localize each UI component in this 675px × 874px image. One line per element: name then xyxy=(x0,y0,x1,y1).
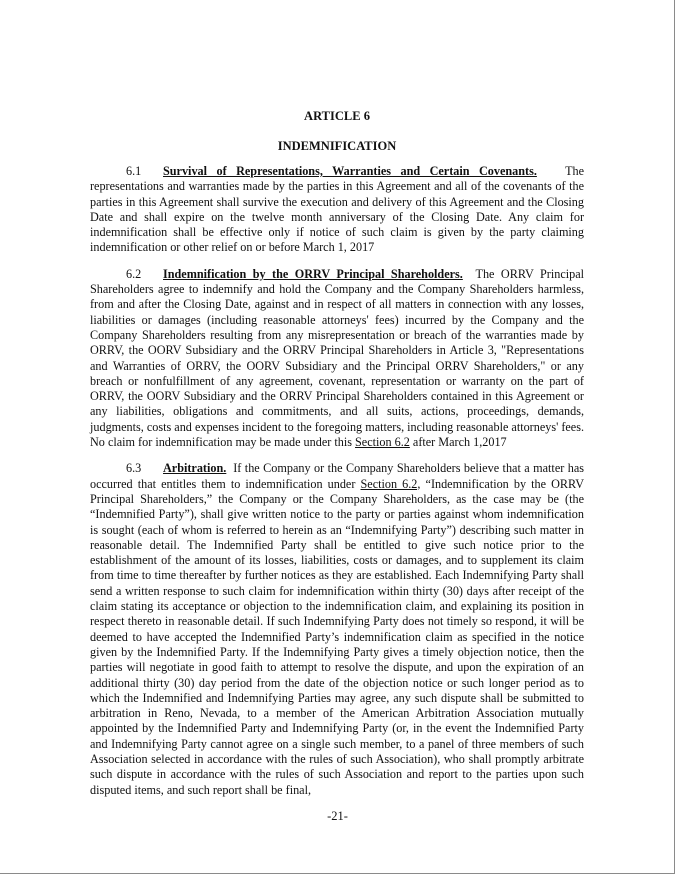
section-6-2 xyxy=(90,267,584,451)
section-text-after: after March 1,2017 xyxy=(412,435,507,450)
section-6-1 xyxy=(90,164,584,256)
section-number: 6.2 xyxy=(126,266,142,281)
document-body xyxy=(90,108,584,809)
section-text: The ORRV Principal Shareholders agree to indemnify and hold the Company and the Company Shareholders harmless, from and after the Closing Date, against and in respect of all matters in connection with any losses, liabilities or damages (including reasonable attorneys' fees) incurred by the Company and the Company Shareholders resulting from any misrepresentation or breach of the warranties made by ORRV, the OORV Subsidiary and the ORRV Principal Shareholders in Article 3, "Representations and Warranties of ORRV, the OORV Subsidiary and the Principal ORRV Shareholders," or any breach or nonfulfillment of any agreement, covenant, representation or warranty on the part of ORRV, the OORV Subsidiary and the ORRV Principal Shareholders contained in this Agreement or any liabilities, obligations and commitments, and all suits, actions, proceedings, demands, judgments, costs and expenses incident to the foregoing matters, including reasonable attorneys' fees. No claim for indemnification may be made under this xyxy=(90,266,584,450)
section-reference: Section 6.2 xyxy=(355,435,410,450)
section-title: Indemnification by the ORRV Principal Shareholders. xyxy=(163,266,463,281)
section-text-before: If the Company or the Company Shareholders believe that a matter has occurred that entitles them to indemnification under xyxy=(90,461,584,491)
section-text: The representations and warranties made by the parties in this Agreement and all of the covenants of the parties in this Agreement shall survive the execution and delivery of this Agreement and the Closing Date and shall expire on the twelve month anniversary of the Closing Date. Any claim for indemnification shall be effective only if notice of such claim is given by the party claiming indemnification or other relief on or before March 1, 2017 xyxy=(90,164,585,255)
article-title: INDEMNIFICATION xyxy=(277,139,397,153)
section-title: Arbitration. xyxy=(163,461,227,476)
section-reference: Section 6.2, xyxy=(360,476,421,491)
section-6-3 xyxy=(90,461,584,798)
article-number: ARTICLE 6 xyxy=(304,109,370,123)
page-number: -21- xyxy=(327,809,348,823)
section-title: Survival of Representations, Warranties and Certain Covenants. xyxy=(163,164,537,178)
section-text: “Indemnification by the ORRV Principal Shareholders,” the Company or the Company Shareholders, as the case may be (the “Indemnified Party”), shall give written notice to the party or parties against whom indemnification is sought (each of whom is referred to herein as an “Indemnifying Party”) describing such matter in reasonable detail. The Indemnified Party shall be entitled to give such notice prior to the establishment of the amount of its losses, liabilities, costs or damages, and to supplement its claim from time to time thereafter by further notices as they are established. Each Indemnifying Party shall send a written response to such claim for indemnification within thirty (30) days after receipt of the claim stating its acceptance or objection to the indemnification claim, and explaining its position in respect thereto in reasonable detail. If such Indemnifying Party does not timely so respond, it will be deemed to have accepted the Indemnified Party’s indemnification claim as specified in the notice given by the Indemnified Party. If the Indemnifying Party gives a timely objection notice, then the parties will negotiate in good faith to attempt to resolve the dispute, and upon the expiration of an additional thirty (30) day period from the date of the objection notice or such longer period as to which the Indemnified and Indemnifying Parties may agree, any such dispute shall be submitted to arbitration in Reno, Nevada, to a member of the American Arbitration Association mutually appointed by the Indemnified Party and Indemnifying Party (or, in the event the Indemnified Party and Indemnifying Party cannot agree on a single such member, to a panel of three members of such Association selected in accordance with the rules of such Association), who shall promptly arbitrate such dispute in accordance with the rules of such Association and report to the parties upon such disputed items, and such report shall be final, xyxy=(90,476,585,797)
section-number: 6.3 xyxy=(126,461,142,476)
section-number: 6.1 xyxy=(126,164,142,178)
